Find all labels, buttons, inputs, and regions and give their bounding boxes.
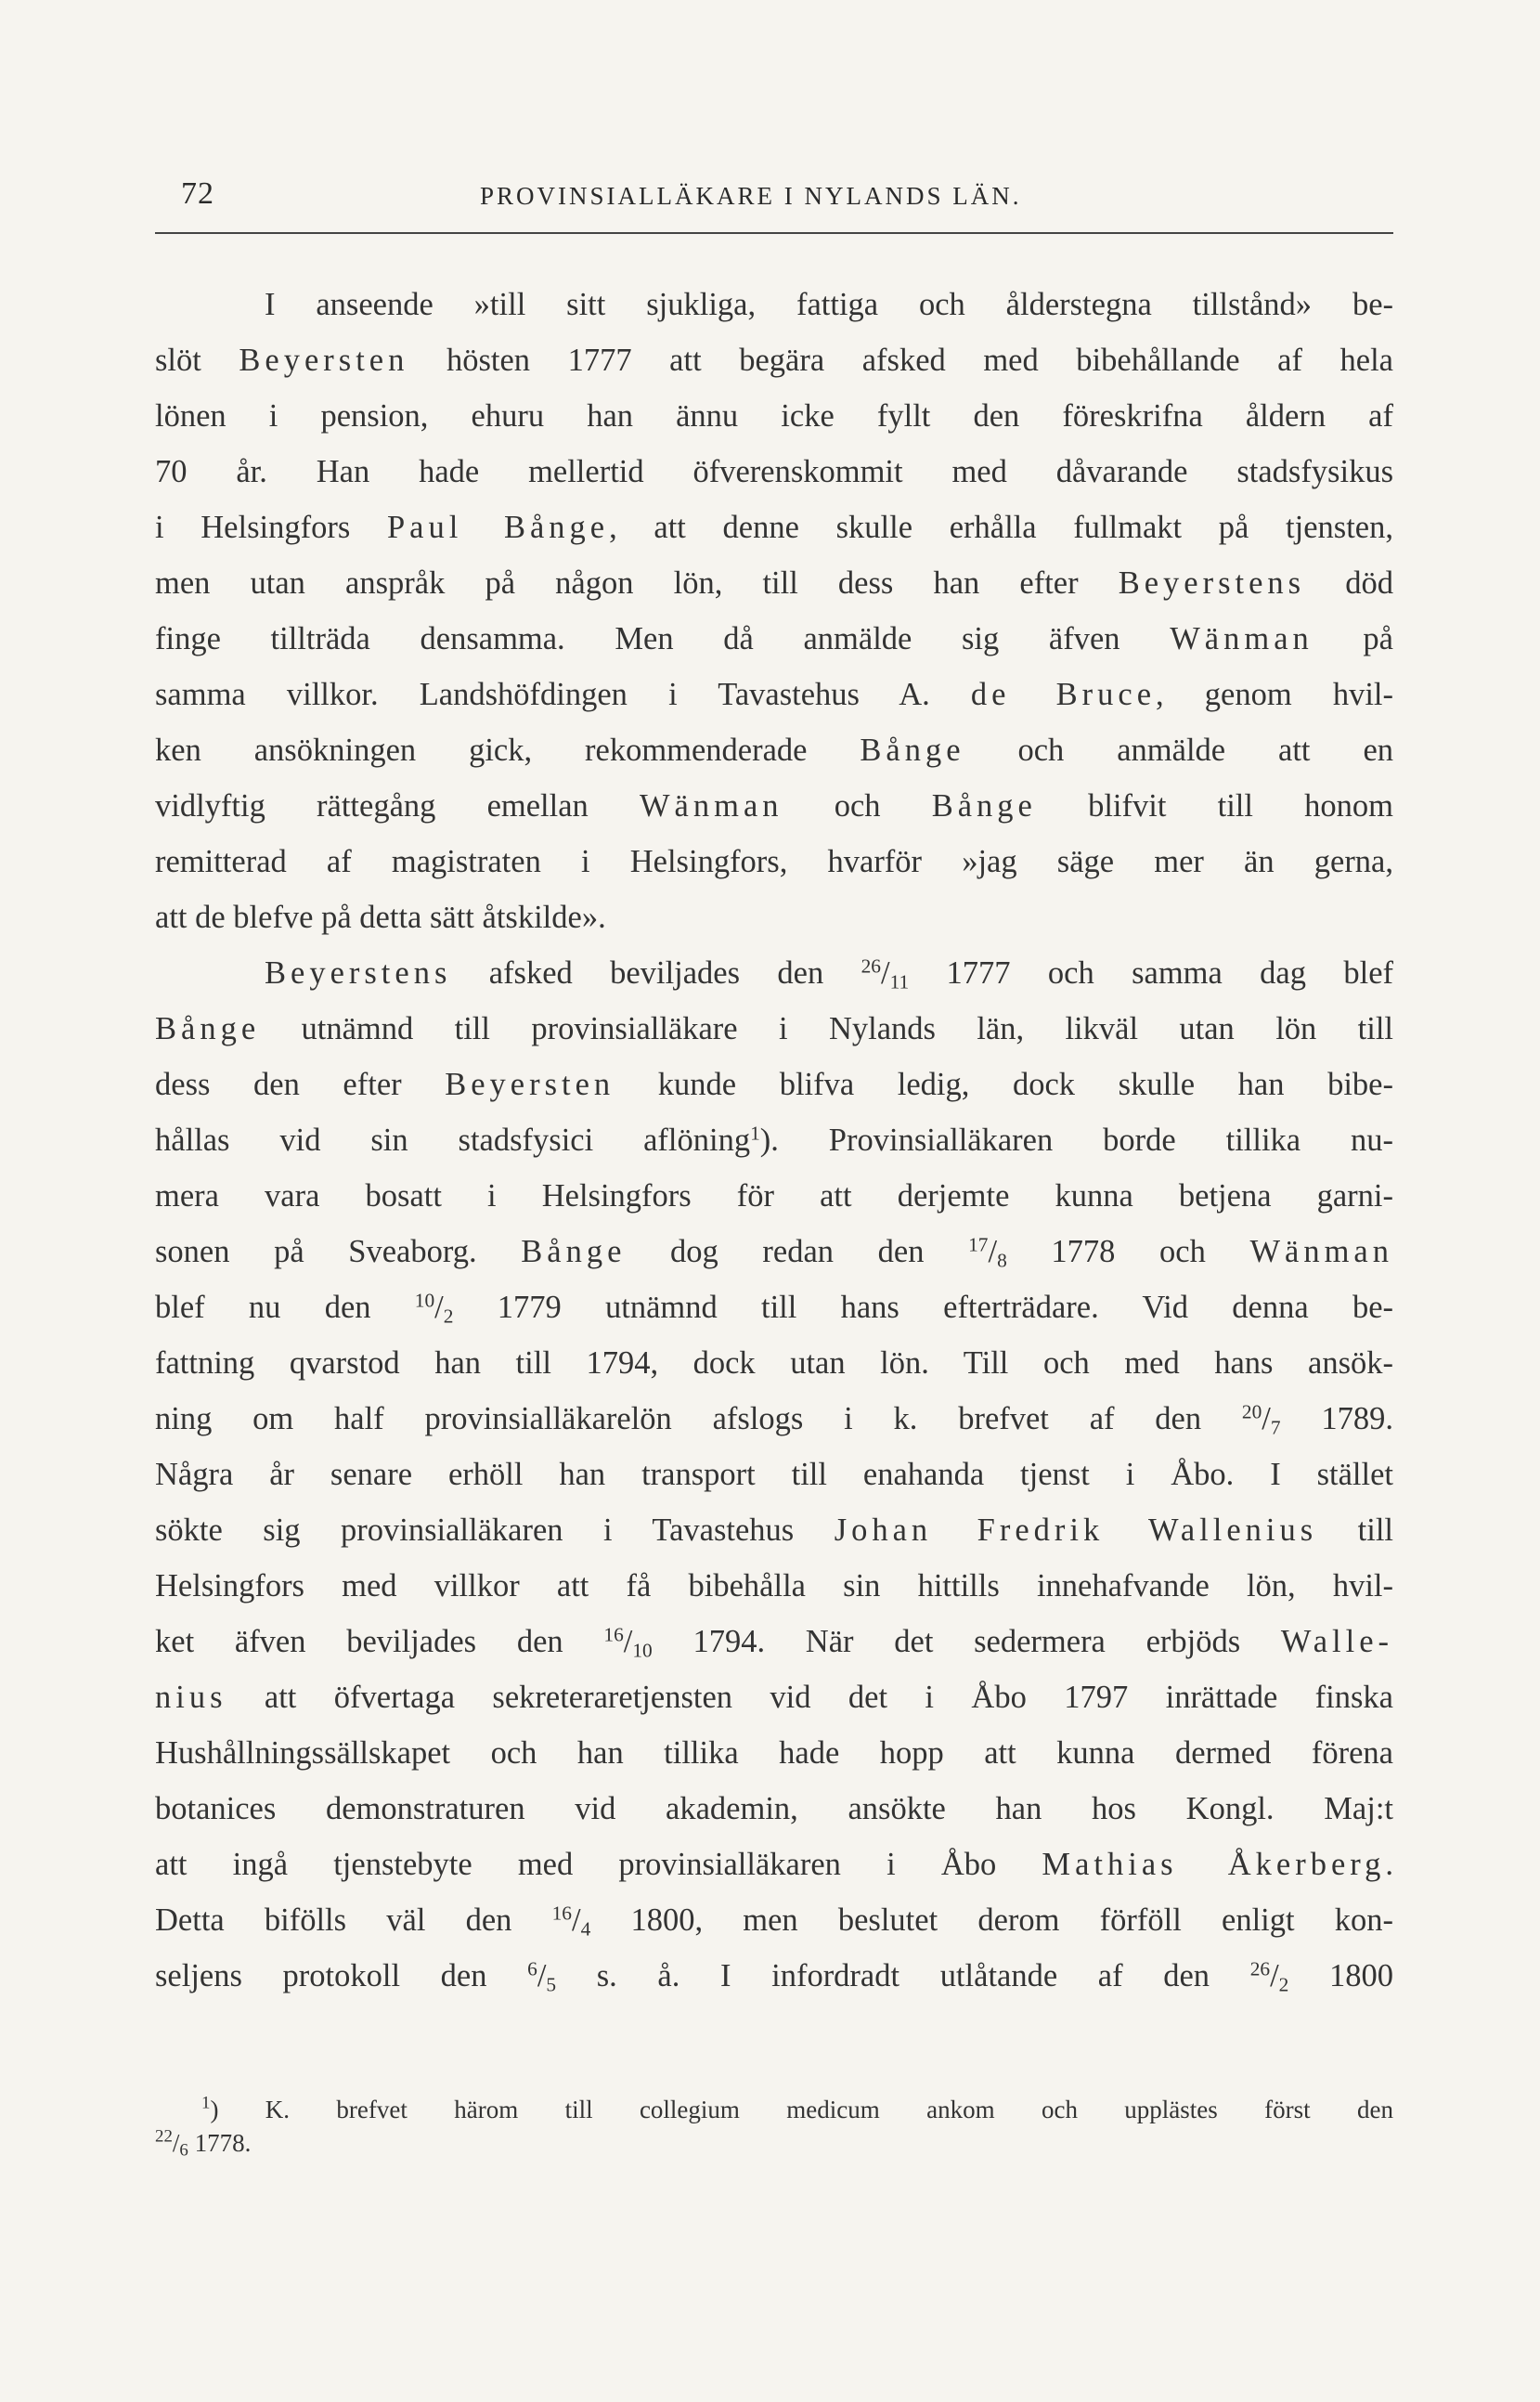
person-name: de Bruce bbox=[970, 677, 1157, 712]
text-line: seljens protokoll den $^6/_5$ s. å. I infordradt utlåtande af den $^{26}/_2$ 1800 bbox=[155, 1957, 1393, 1996]
text-line: att de blefve på detta sätt åtskilde». bbox=[155, 900, 606, 935]
person-name: Wänman bbox=[1170, 621, 1314, 656]
text-line: att ingå tjenstebyte med provinsialläkaren i Åbo Mathias Åkerberg. bbox=[155, 1847, 1393, 1882]
text-line: vidlyftig rättegång emellan Wänman och Bånge blifvit till honom bbox=[155, 788, 1393, 824]
text-line: blef nu den $^{10}/_2$ 1779 utnämnd till hans efterträdare. Vid denna be- bbox=[155, 1289, 1393, 1328]
text-line: Bånge utnämnd till provinsialläkare i Nylands län, likväl utan lön till bbox=[155, 1011, 1393, 1046]
header-rule bbox=[155, 232, 1393, 234]
text-line: slöt Beyersten hösten 1777 att begära afsked med bibehållande af hela bbox=[155, 343, 1393, 378]
text-line: finge tillträda densamma. Men då anmälde sig äfven Wänman på bbox=[155, 621, 1393, 656]
text-line: Detta bifölls väl den $^{16}/_4$ 1800, men beslutet derom förföll enligt kon- bbox=[155, 1902, 1393, 1941]
text-line: botanices demonstraturen vid akademin, ansökte han hos Kongl. Maj:t bbox=[155, 1791, 1393, 1826]
person-name: Wänman bbox=[639, 788, 783, 824]
person-name: Bånge bbox=[155, 1011, 261, 1046]
text-line: mera vara bosatt i Helsingfors för att derjemte kunna betjena garni- bbox=[155, 1178, 1393, 1214]
person-name: Beyersten bbox=[445, 1067, 615, 1102]
text-line: hållas vid sin stadsfysici aflöning$^1$). Provinsialläkaren borde tillika nu- bbox=[155, 1122, 1393, 1158]
text-line: ket äfven beviljades den $^{16}/_{10}$ 1794. När det sedermera erbjöds Walle- bbox=[155, 1623, 1393, 1662]
text-line: 70 år. Han hade mellertid öfverenskommit med dåvarande stadsfysikus bbox=[155, 454, 1393, 489]
footnote-marker: 1 bbox=[201, 2093, 211, 2113]
footnote-line: $^{22}/_6$ 1778. bbox=[155, 2126, 252, 2161]
text-line: sökte sig provinsialläkaren i Tavastehus Johan Fredrik Wallenius till bbox=[155, 1513, 1393, 1548]
text-line: nius att öfvertaga sekreteraretjensten vid det i Åbo 1797 inrättade finska bbox=[155, 1680, 1393, 1715]
person-name: Walle- bbox=[1280, 1624, 1393, 1659]
page-number: 72 bbox=[181, 176, 214, 211]
text-line: Helsingfors med villkor att få bibehålla sin hittills innehafvande lön, hvil- bbox=[155, 1568, 1393, 1603]
text-line: I anseende »till sitt sjukliga, fattiga och ålderstegna tillstånd» be- bbox=[265, 287, 1393, 322]
running-head: PROVINSIALLÄKARE I NYLANDS LÄN. bbox=[480, 182, 1022, 210]
body-text bbox=[155, 277, 1393, 2004]
page-header bbox=[181, 173, 1393, 221]
footnotes bbox=[155, 2093, 1393, 2160]
text-line: dess den efter Beyersten kunde blifva ledig, dock skulle han bibe- bbox=[155, 1067, 1393, 1102]
text-line: Några år senare erhöll han transport till enahanda tjenst i Åbo. I stället bbox=[155, 1457, 1393, 1492]
text-line: lönen i pension, ehuru han ännu icke fyllt den föreskrifna åldern af bbox=[155, 398, 1393, 434]
person-name: Bånge bbox=[521, 1234, 627, 1269]
person-name: Mathias Åkerberg bbox=[1042, 1847, 1386, 1882]
person-name: Beyerstens bbox=[265, 955, 452, 991]
text-line: samma villkor. Landshöfdingen i Tavastehus A. de Bruce, genom hvil- bbox=[155, 677, 1393, 712]
footnote-ref: 1 bbox=[750, 1122, 760, 1145]
person-name: Bånge bbox=[931, 788, 1037, 824]
text-line: remitterad af magistraten i Helsingfors, hvarför »jag säge mer än gerna, bbox=[155, 844, 1393, 879]
text-line: i Helsingfors Paul Bånge, att denne skulle erhålla fullmakt på tjensten, bbox=[155, 510, 1393, 545]
text-line: Beyerstens afsked beviljades den $^{26}/_{11}$ 1777 och samma dag blef bbox=[265, 954, 1393, 993]
footnote-line: $^1$) K. brefvet härom till collegium medicum ankom och upplästes först den bbox=[201, 2093, 1393, 2123]
text-line: ning om half provinsialläkarelön afslogs i k. brefvet af den $^{20}/_7$ 1789. bbox=[155, 1400, 1393, 1439]
person-name: Wänman bbox=[1249, 1234, 1393, 1269]
text-line: ken ansökningen gick, rekommenderade Bånge och anmälde att en bbox=[155, 733, 1393, 768]
person-name: nius bbox=[155, 1680, 227, 1715]
person-name: Johan Fredrik Wallenius bbox=[834, 1513, 1318, 1548]
person-name: Beyersten bbox=[239, 343, 409, 378]
person-name: Paul Bånge bbox=[386, 510, 610, 545]
text-line: Hushållningssällskapet och han tillika hade hopp att kunna dermed förena bbox=[155, 1735, 1393, 1771]
person-name: Beyerstens bbox=[1118, 565, 1306, 601]
person-name: Bånge bbox=[860, 733, 965, 768]
text-line: fattning qvarstod han till 1794, dock utan lön. Till och med hans ansök- bbox=[155, 1345, 1393, 1381]
text-line: men utan anspråk på någon lön, till dess han efter Beyerstens död bbox=[155, 565, 1393, 601]
text-line: sonen på Sveaborg. Bånge dog redan den $^{17}/_8$ 1778 och Wänman bbox=[155, 1233, 1393, 1272]
